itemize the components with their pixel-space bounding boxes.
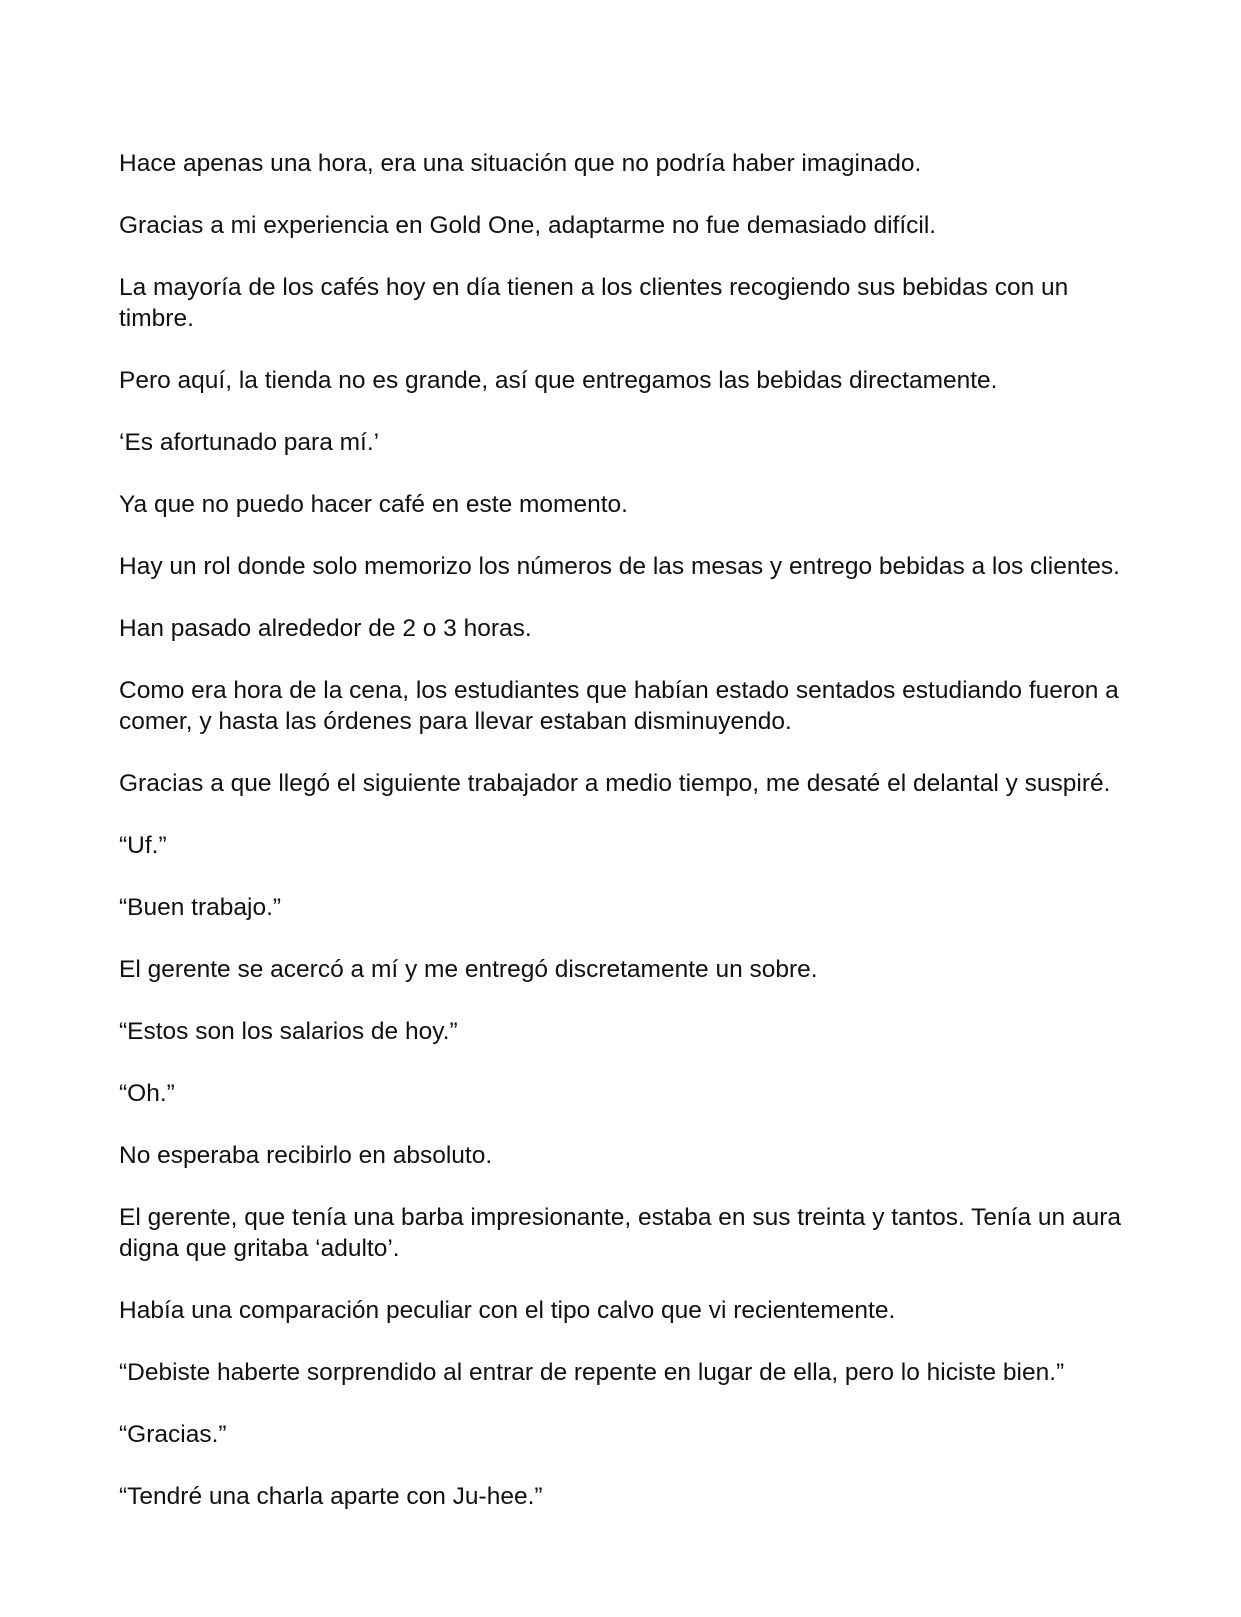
paragraph: Hace apenas una hora, era una situación que no podría haber imaginado. (119, 150, 922, 177)
paragraph: Gracias a mi experiencia en Gold One, adaptarme no fue demasiado difícil. (119, 212, 937, 239)
paragraph: No esperaba recibirlo en absoluto. (119, 1142, 493, 1169)
paragraph: “Oh.” (119, 1080, 175, 1107)
paragraph: El gerente, que tenía una barba impresionante, estaba en sus treinta y tantos. Tenía un aura digna que gritaba ‘adulto’. (119, 1204, 1121, 1262)
paragraph: Hay un rol donde solo memorizo los números de las mesas y entrego bebidas a los clientes. (119, 553, 1120, 580)
paragraph: “Debiste haberte sorprendido al entrar de repente en lugar de ella, pero lo hiciste bien.” (119, 1359, 1065, 1386)
paragraph: Ya que no puedo hacer café en este momento. (119, 491, 628, 518)
paragraph: “Estos son los salarios de hoy.” (119, 1018, 458, 1045)
paragraph: Había una comparación peculiar con el tipo calvo que vi recientemente. (119, 1297, 896, 1324)
paragraph: “Gracias.” (119, 1421, 227, 1448)
paragraph: Como era hora de la cena, los estudiantes que habían estado sentados estudiando fueron a comer, y hasta las órdenes para llevar estaban disminuyendo. (119, 677, 1119, 735)
paragraph: ‘Es afortunado para mí.’ (119, 429, 380, 456)
document-body (119, 148, 1129, 1543)
paragraph: “Uf.” (119, 832, 167, 859)
paragraph: Gracias a que llegó el siguiente trabajador a medio tiempo, me desaté el delantal y suspiré. (119, 770, 1111, 797)
paragraph: Pero aquí, la tienda no es grande, así que entregamos las bebidas directamente. (119, 367, 998, 394)
paragraph: La mayoría de los cafés hoy en día tienen a los clientes recogiendo sus bebidas con un timbre. (119, 274, 1069, 332)
paragraph: “Tendré una charla aparte con Ju-hee.” (119, 1483, 543, 1510)
paragraph: Han pasado alrededor de 2 o 3 horas. (119, 615, 532, 642)
paragraph: “Buen trabajo.” (119, 894, 282, 921)
paragraph: El gerente se acercó a mí y me entregó discretamente un sobre. (119, 956, 818, 983)
